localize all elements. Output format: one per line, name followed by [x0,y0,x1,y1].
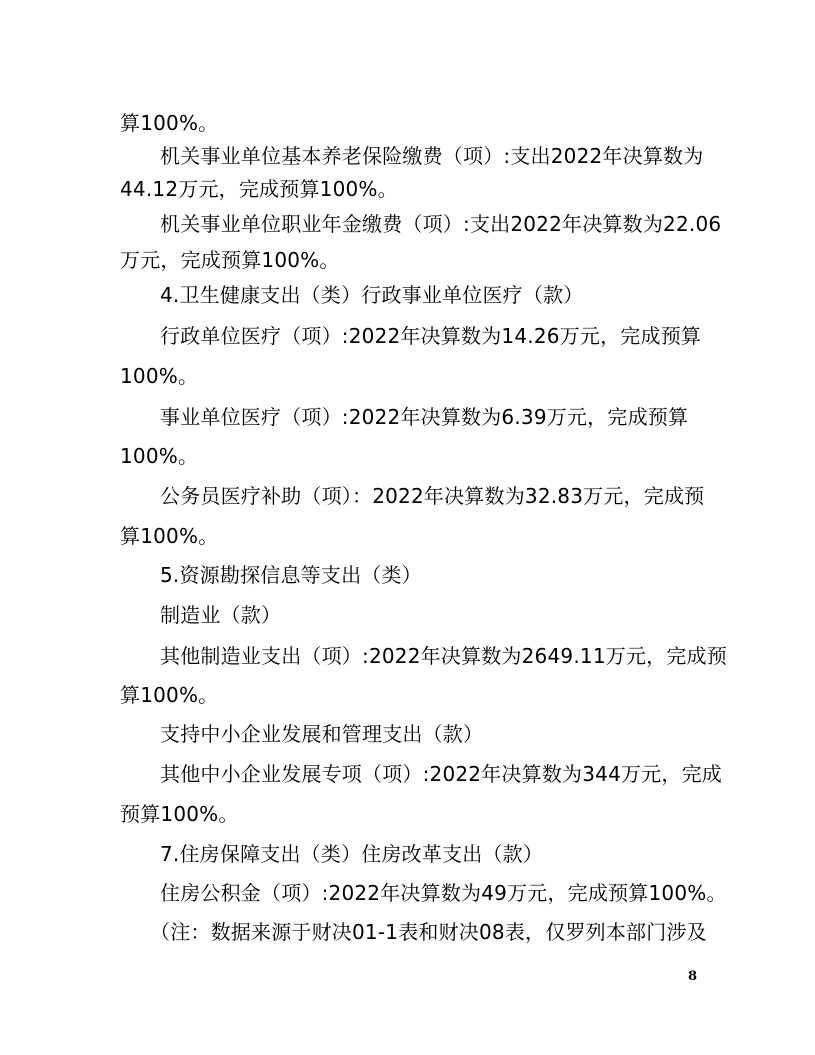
section-heading: 4.卫生健康支出（类）行政事业单位医疗（款） [160,283,584,307]
text-line: 算100%。 [120,524,219,548]
text-line: 万元，完成预算100%。 [120,248,340,272]
text-line: 住房公积金（项）:2022年决算数为49万元，完成预算100%。 [160,881,727,905]
text-line: 制造业（款） [160,603,282,627]
text-line: 行政单位医疗（项）:2022年决算数为14.26万元，完成预算 [160,324,702,348]
text-line: 100%。 [120,364,199,388]
text-line: 其他制造业支出（项）:2022年决算数为2649.11万元，完成预 [160,644,727,668]
text-line: 公务员医疗补助（项）：2022年决算数为32.83万元，完成预 [160,484,705,508]
text-line: 支持中小企业发展和管理支出（款） [160,722,484,746]
text-line: 其他中小企业发展专项（项）:2022年决算数为344万元，完成 [160,762,723,786]
text-line: 算100%。 [120,111,219,135]
text-line: 算100%。 [120,683,219,707]
text-line: 事业单位医疗（项）:2022年决算数为6.39万元，完成预算 [160,405,689,429]
note-line: （注：数据来源于财决01-1表和财决08表，仅罗列本部门涉及 [150,920,707,944]
text-line: 机关事业单位基本养老保险缴费（项）:支出2022年决算数为 [160,144,704,168]
section-heading: 7.住房保障支出（类）住房改革支出（款） [160,842,544,866]
text-line: 机关事业单位职业年金缴费（项）:支出2022年决算数为22.06 [160,212,722,236]
text-line: 100%。 [120,444,199,468]
text-line: 44.12万元，完成预算100%。 [120,177,398,201]
text-line: 预算100%。 [120,802,239,826]
section-heading: 5.资源勘探信息等支出（类） [160,563,422,587]
page-number: 8 [688,969,698,984]
